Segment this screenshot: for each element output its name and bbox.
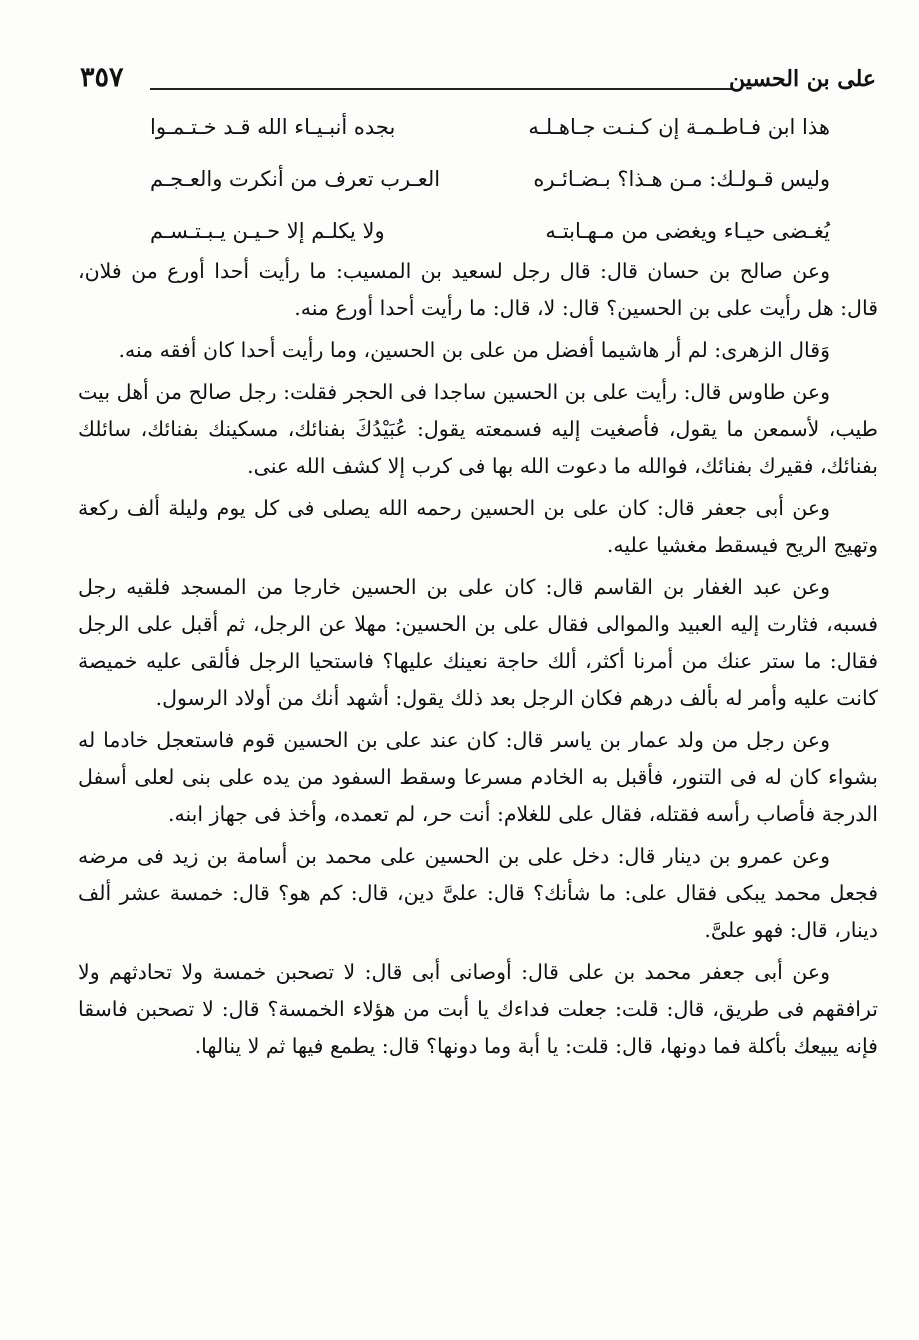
page-header: [80, 62, 876, 102]
verse-first-hemistich: يُغـضى حيـاء ويغضى من مـهـابتـه: [545, 219, 830, 243]
header-rule: [150, 88, 734, 90]
verse-first-hemistich: وليس قـولـك: مـن هـذا؟ بـضـائـره: [533, 167, 830, 191]
paragraph: وَقال الزهرى: لم أر هاشيما أفضل من على بن الحسين، وما رأيت أحدا كان أفقه منه.: [118, 338, 830, 362]
verse-first-hemistich: هذا ابن فـاطـمـة إن كـنـت جـاهـلـه: [528, 115, 830, 139]
paragraph: وعن عمرو بن دينار قال: دخل على بن الحسين على محمد بن أسامة بن زيد فى مرضه فجعل محمد يبكى فقال على: ما شأنك؟ قال: علىَّ دين، قال: كم هو؟ قال: خمسة عشر ألف دينار، قال: فهو علىَّ.: [78, 844, 878, 942]
poem-verse: [150, 115, 830, 167]
page-number: ٣٥٧: [80, 62, 124, 93]
running-title: على بن الحسين: [729, 66, 876, 92]
verse-second-hemistich: العـرب تعرف من أنكرت والعـجـم: [150, 167, 441, 191]
paragraph: وعن رجل من ولد عمار بن ياسر قال: كان عند على بن الحسين قوم فاستعجل خادما له بشواء كان له فى التنور، فأقبل به الخادم مسرعا وسقط السفود من يده على بنى لعلى أسفل الدرجة فأصاب رأسه فقتله، فقال على للغلام: أنت حر، لم تعمده، وأخذ فى جهاز ابنه.: [78, 728, 878, 826]
paragraph: وعن عبد الغفار بن القاسم قال: كان على بن الحسين خارجا من المسجد فلقيه رجل فسبه، فثارت إليه العبيد والموالى فقال على بن الحسين: مهلا عن الرجل، ثم أقبل على الرجل فقال: ما ستر عنك من أمرنا أكثر، ألك حاجة نعينك عليها؟ فاستحيا الرجل فألقى عليه خميصة كانت عليه وأمر له بألف درهم فكان الرجل بعد ذلك يقول: أشهد أنك من أولاد الرسول.: [78, 575, 878, 710]
paragraph: وعن صالح بن حسان قال: قال رجل لسعيد بن المسيب: ما رأيت أحدا أورع من فلان، قال: هل رأيت على بن الحسين؟ قال: لا، قال: ما رأيت أحدا أورع منه.: [78, 259, 878, 320]
paragraph: وعن أبى جعفر محمد بن على قال: أوصانى أبى قال: لا تصحبن خمسة ولا تحادثهم ولا ترافقهم فى طريق، قال: قلت: جعلت فداءك يا أبت من هؤلاء الخمسة؟ قال: لا تصحبن فاسقا فإنه يبيعك بأكلة فما دونها، قال: قلت: يا أبة وما دونها؟ قال: يطمع فيها ثم لا ينالها.: [78, 960, 878, 1058]
poem: [150, 115, 830, 271]
verse-second-hemistich: بجده أنبـيـاء الله قـد خـتـمـوا: [150, 115, 396, 139]
body-text: [78, 253, 878, 1070]
paragraph: وعن أبى جعفر قال: كان على بن الحسين رحمه الله يصلى فى كل يوم وليلة ألف ركعة وتهيج الريح فيسقط مغشيا عليه.: [78, 496, 878, 557]
paragraph: وعن طاوس قال: رأيت على بن الحسين ساجدا فى الحجر فقلت: رجل صالح من أهل بيت طيب، لأسمعن ما يقول، فأصغيت إليه فسمعته يقول: عُبَيْدُكَ بفنائك، مسكينك بفنائك، سائلك بفنائك، فقيرك بفنائك، فوالله ما دعوت الله بها فى كرب إلا كشف الله عنى.: [78, 380, 878, 478]
verse-second-hemistich: ولا يكلـم إلا حـيـن يـبـتـسـم: [150, 219, 385, 243]
poem-verse: [150, 167, 830, 219]
